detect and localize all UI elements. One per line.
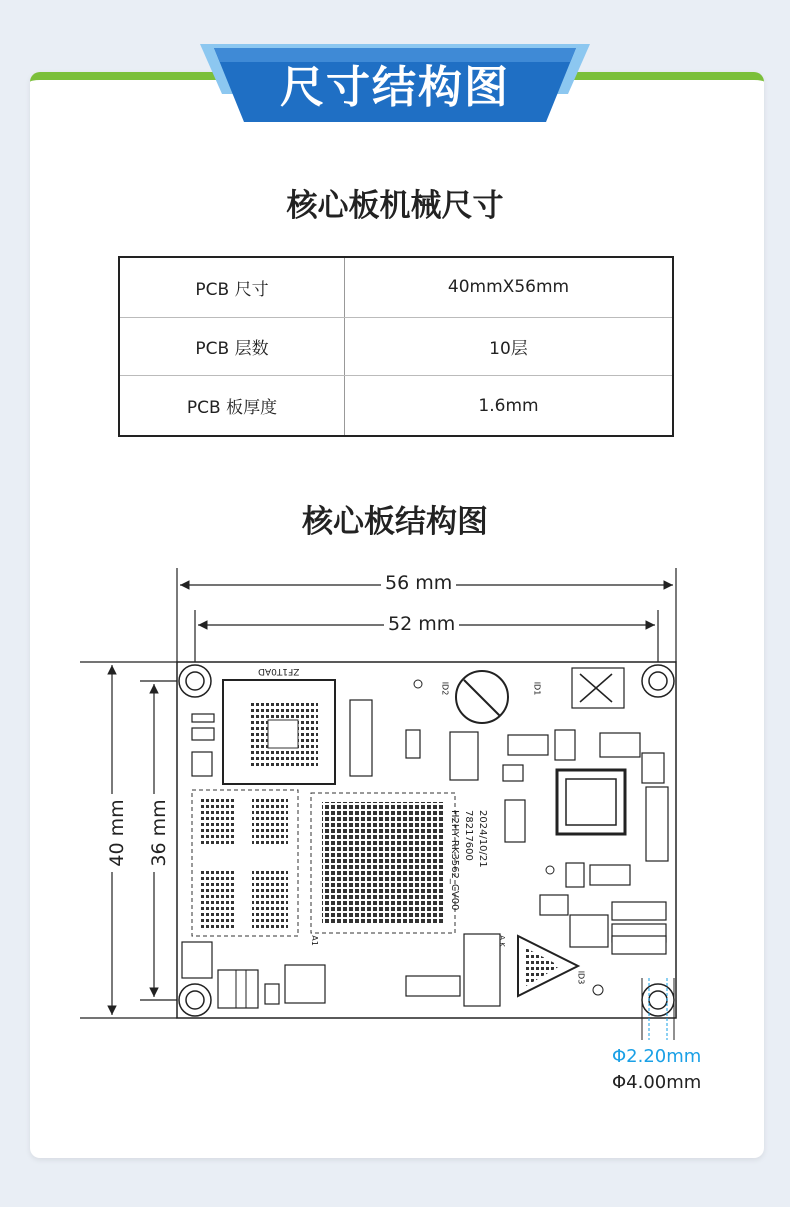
spec-label: PCB 尺寸 <box>119 257 345 317</box>
dim-width-outer: 56 mm <box>381 572 456 594</box>
silk-date <box>477 810 488 868</box>
spec-value: 1.6mm <box>345 376 674 436</box>
silk-top: ZF1T0AD <box>258 666 300 676</box>
hole-inner-label: Φ2.20mm <box>612 1046 702 1067</box>
dim-height-inner: 36 mm <box>148 794 170 872</box>
spec-value: 40mmX56mm <box>345 257 674 317</box>
silk-id2: ID2 <box>440 681 450 696</box>
hole-outer-label: Φ4.00mm <box>612 1072 702 1093</box>
silk-id3: ID3 <box>576 970 586 985</box>
silk-code-text: 78217600 <box>463 810 474 861</box>
spec-value: 10层 <box>345 317 674 376</box>
silk-date-text: 2024/10/21 <box>477 810 488 868</box>
section-title-mechanical: 核心板机械尺寸 <box>286 188 504 224</box>
dim-height-outer: 40 mm <box>106 794 128 872</box>
silk-code <box>463 810 474 861</box>
silk-model <box>449 810 460 910</box>
spec-label: PCB 层数 <box>119 317 345 376</box>
spec-label: PCB 板厚度 <box>119 376 345 436</box>
dim-width-inner: 52 mm <box>384 613 459 635</box>
silk-model-text: H2HY-RK3562_CV00 <box>449 810 460 911</box>
banner-title: 尺寸结构图 <box>280 62 510 113</box>
silk-id1: ID1 <box>532 681 542 696</box>
silk-a1: A1 <box>309 935 319 946</box>
silk-ak: A K <box>497 935 506 947</box>
section-title-structure: 核心板结构图 <box>302 504 488 540</box>
